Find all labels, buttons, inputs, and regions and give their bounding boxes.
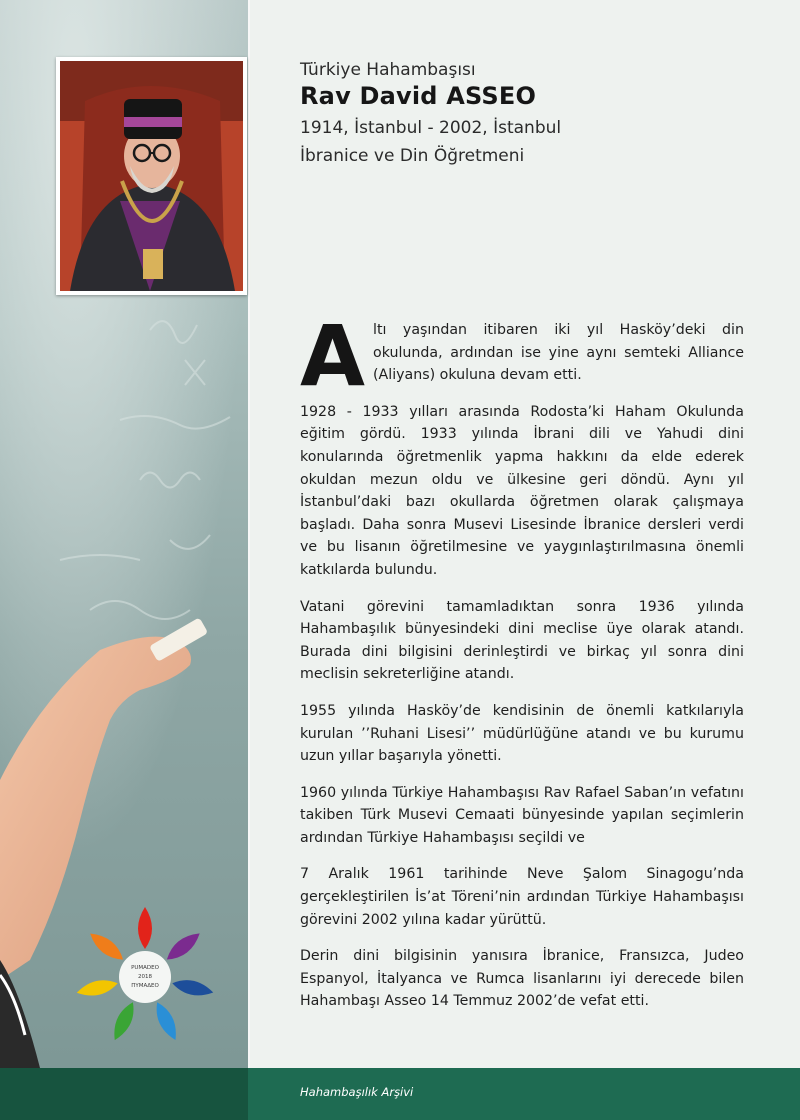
person-name: Rav David ASSEO: [300, 82, 537, 110]
paragraph-3: Vatani görevini tamamladıktan sonra 1936 yılında Hahambaşılık bünyesindeki dini meclise üye olarak atandı. Burada dini bilgisini derinleştirdi ve birkaç yıl sonra dini meclisin sekreterliğine atandı.: [300, 598, 744, 683]
paragraph-2: 1928 - 1933 yılları arasında Rodosta’ki Haham Okulunda eğitim gördü. 1933 yılında İbrani dili ve Yahudi dini konularında öğretmenlik yapma hakkını da elde ederek okuldan mezun oldu ve ülkesine geri döndü. Aynı yıl İstanbul’daki bazı okullarda öğretmen olarak çalışmaya başladı. Daha sonra Musevi Lisesinde İbranice dersleri verdi ve bu lisanın öğretilmesine ve yaygınlaştırılmasına önemli katkılarda bulundu.: [300, 403, 744, 578]
petal-orange-icon: [86, 928, 128, 965]
paragraph-5: 1960 yılında Türkiye Hahambaşısı Rav Rafael Saban’ın vefatını takiben Türk Musevi Cemaati bünyesinde yapılan seçimlerin ardından Türkiye Hahambaşısı seçildi ve: [300, 784, 744, 846]
paragraph-1-text: ltı yaşından itibaren iki yıl Hasköy’deki din okulunda, ardından ise yine aynı semteki Alliance (Aliyans) okuluna devam etti.: [373, 322, 744, 384]
paragraph-4: 1955 yılında Hasköy’de kendisinin de önemli katkılarıyla kurulan ’’Ruhani Lisesi’’ müdürlüğüne atandı ve bu kurumu uzun yıllar başarıyla yönetti.: [300, 702, 744, 765]
logo-text-3: ΠΥΜΑΔΕΟ: [131, 983, 159, 989]
petal-yellow-icon: [75, 976, 119, 999]
paragraph-1: [300, 307, 744, 405]
portrait-photo: [56, 57, 247, 295]
drop-cap: A: [300, 307, 366, 405]
flower-logo-icon: [68, 902, 222, 1052]
portrait-illustration: [60, 61, 243, 291]
paragraph-7: Derin dini bilgisinin yanısıra İbranice, Fransızca, Judeo Espanyol, İtalyanca ve Rumca lisanlarını iyi derecede bilen Hahambaşı Asseo 14 Temmuz 2002’de vefat etti.: [300, 948, 744, 1010]
petal-green-icon: [108, 999, 139, 1043]
biography-text: [300, 307, 744, 1027]
flower-logo: [68, 902, 222, 1052]
footer-label: Hahambaşılık Arşivi: [300, 1085, 414, 1099]
petal-purple-icon: [163, 928, 205, 965]
footer-left-block: [0, 1068, 248, 1120]
person-role: İbranice ve Din Öğretmeni: [300, 146, 525, 166]
petal-lightblue-icon: [151, 999, 182, 1043]
life-dates: 1914, İstanbul - 2002, İstanbul: [300, 118, 562, 138]
footer-bar: [0, 1068, 800, 1120]
panel-divider: [248, 0, 250, 1068]
logo-text-1: PUMADEO: [131, 965, 159, 971]
title-kicker: Türkiye Hahambaşısı: [300, 60, 476, 80]
logo-text-2: 2018: [138, 974, 152, 980]
petal-blue-icon: [171, 976, 215, 999]
petal-red-icon: [138, 907, 152, 949]
paragraph-6: 7 Aralık 1961 tarihinde Neve Şalom Sinagogu’nda gerçekleştirilen İs’at Töreni’nin ardından Türkiye Hahambaşısı görevini 2002 yılına kadar yürüttü.: [300, 866, 744, 928]
